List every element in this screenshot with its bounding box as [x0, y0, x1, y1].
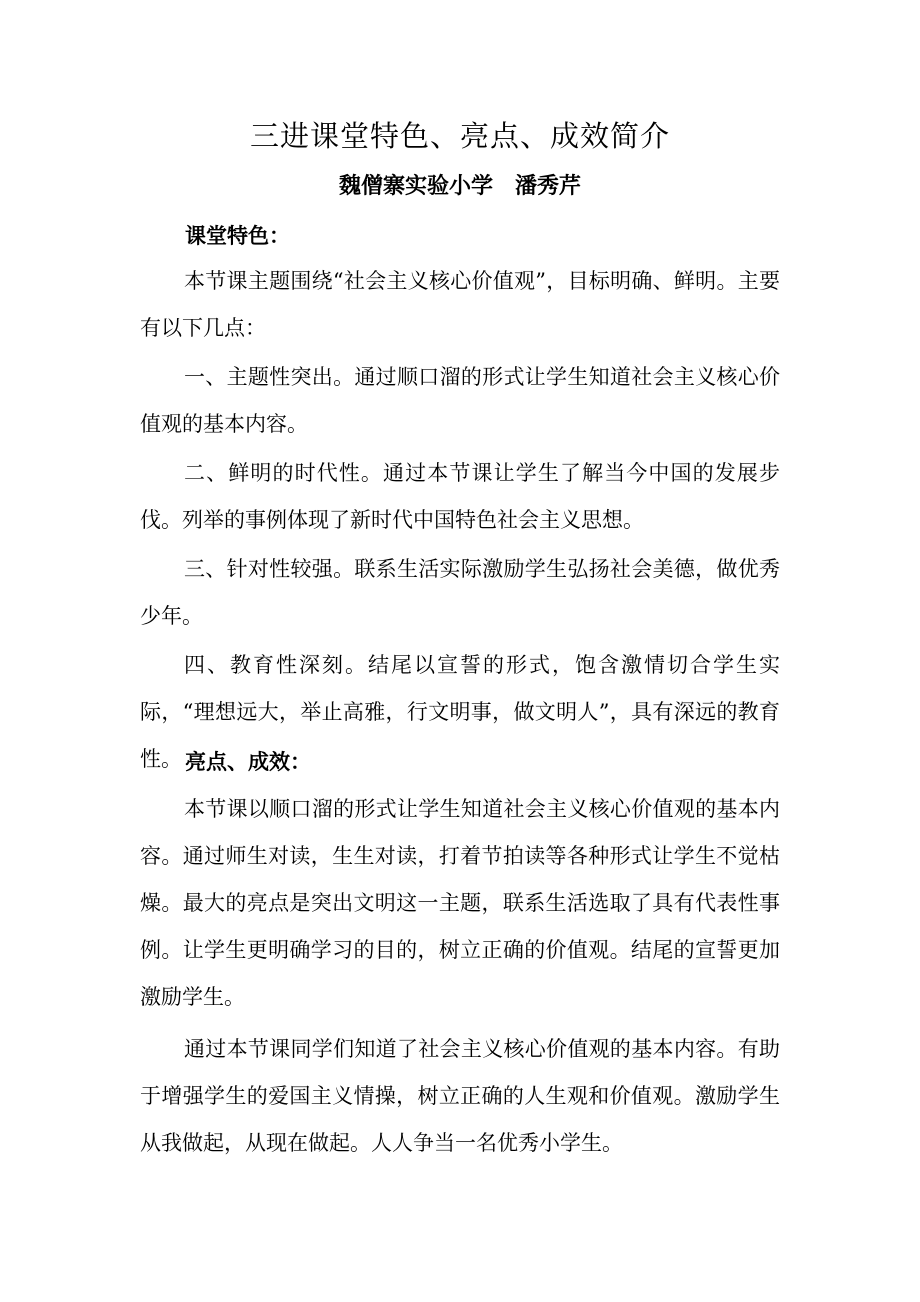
- paragraph-point-4: 四、教育性深刻。结尾以宣誓的形式，饱含激情切合学生实际，“理想远大，举止高雅，行文明事，做文明人”，具有深远的教育性。: [140, 653, 780, 771]
- author-byline: 魏僧寨实验小学 潘秀芹: [338, 173, 581, 199]
- document-title: 三进课堂特色、亮点、成效简介: [249, 119, 670, 153]
- section-heading-features: 课堂特色：: [185, 223, 290, 248]
- paragraph-intro: 本节课主题围绕“社会主义核心价值观”，目标明确、鲜明。主要有以下几点：: [140, 269, 780, 340]
- paragraph-point-2: 二、鲜明的时代性。通过本节课让学生了解当今中国的发展步伐。列举的事例体现了新时代中国特色社会主义思想。: [140, 461, 780, 532]
- paragraph-point-3: 三、针对性较强。联系生活实际激励学生弘扬社会美德，做优秀少年。: [140, 557, 780, 628]
- paragraph-results: 通过本节课同学们知道了社会主义核心价值观的基本内容。有助于增强学生的爱国主义情操，树立正确的人生观和价值观。激励学生从我做起，从现在做起。人人争当一名优秀小学生。: [140, 1037, 780, 1155]
- paragraph-point-1: 一、主题性突出。通过顺口溜的形式让学生知道社会主义核心价值观的基本内容。: [140, 365, 780, 436]
- paragraph-highlights: 本节课以顺口溜的形式让学生知道社会主义核心价值观的基本内容。通过师生对读，生生对读，打着节拍读等各种形式让学生不觉枯燥。最大的亮点是突出文明这一主题，联系生活选取了具有代表性事例。让学生更明确学习的目的，树立正确的价值观。结尾的宣誓更加激励学生。: [140, 797, 780, 1009]
- section-heading-highlights: 亮点、成效：: [185, 749, 311, 774]
